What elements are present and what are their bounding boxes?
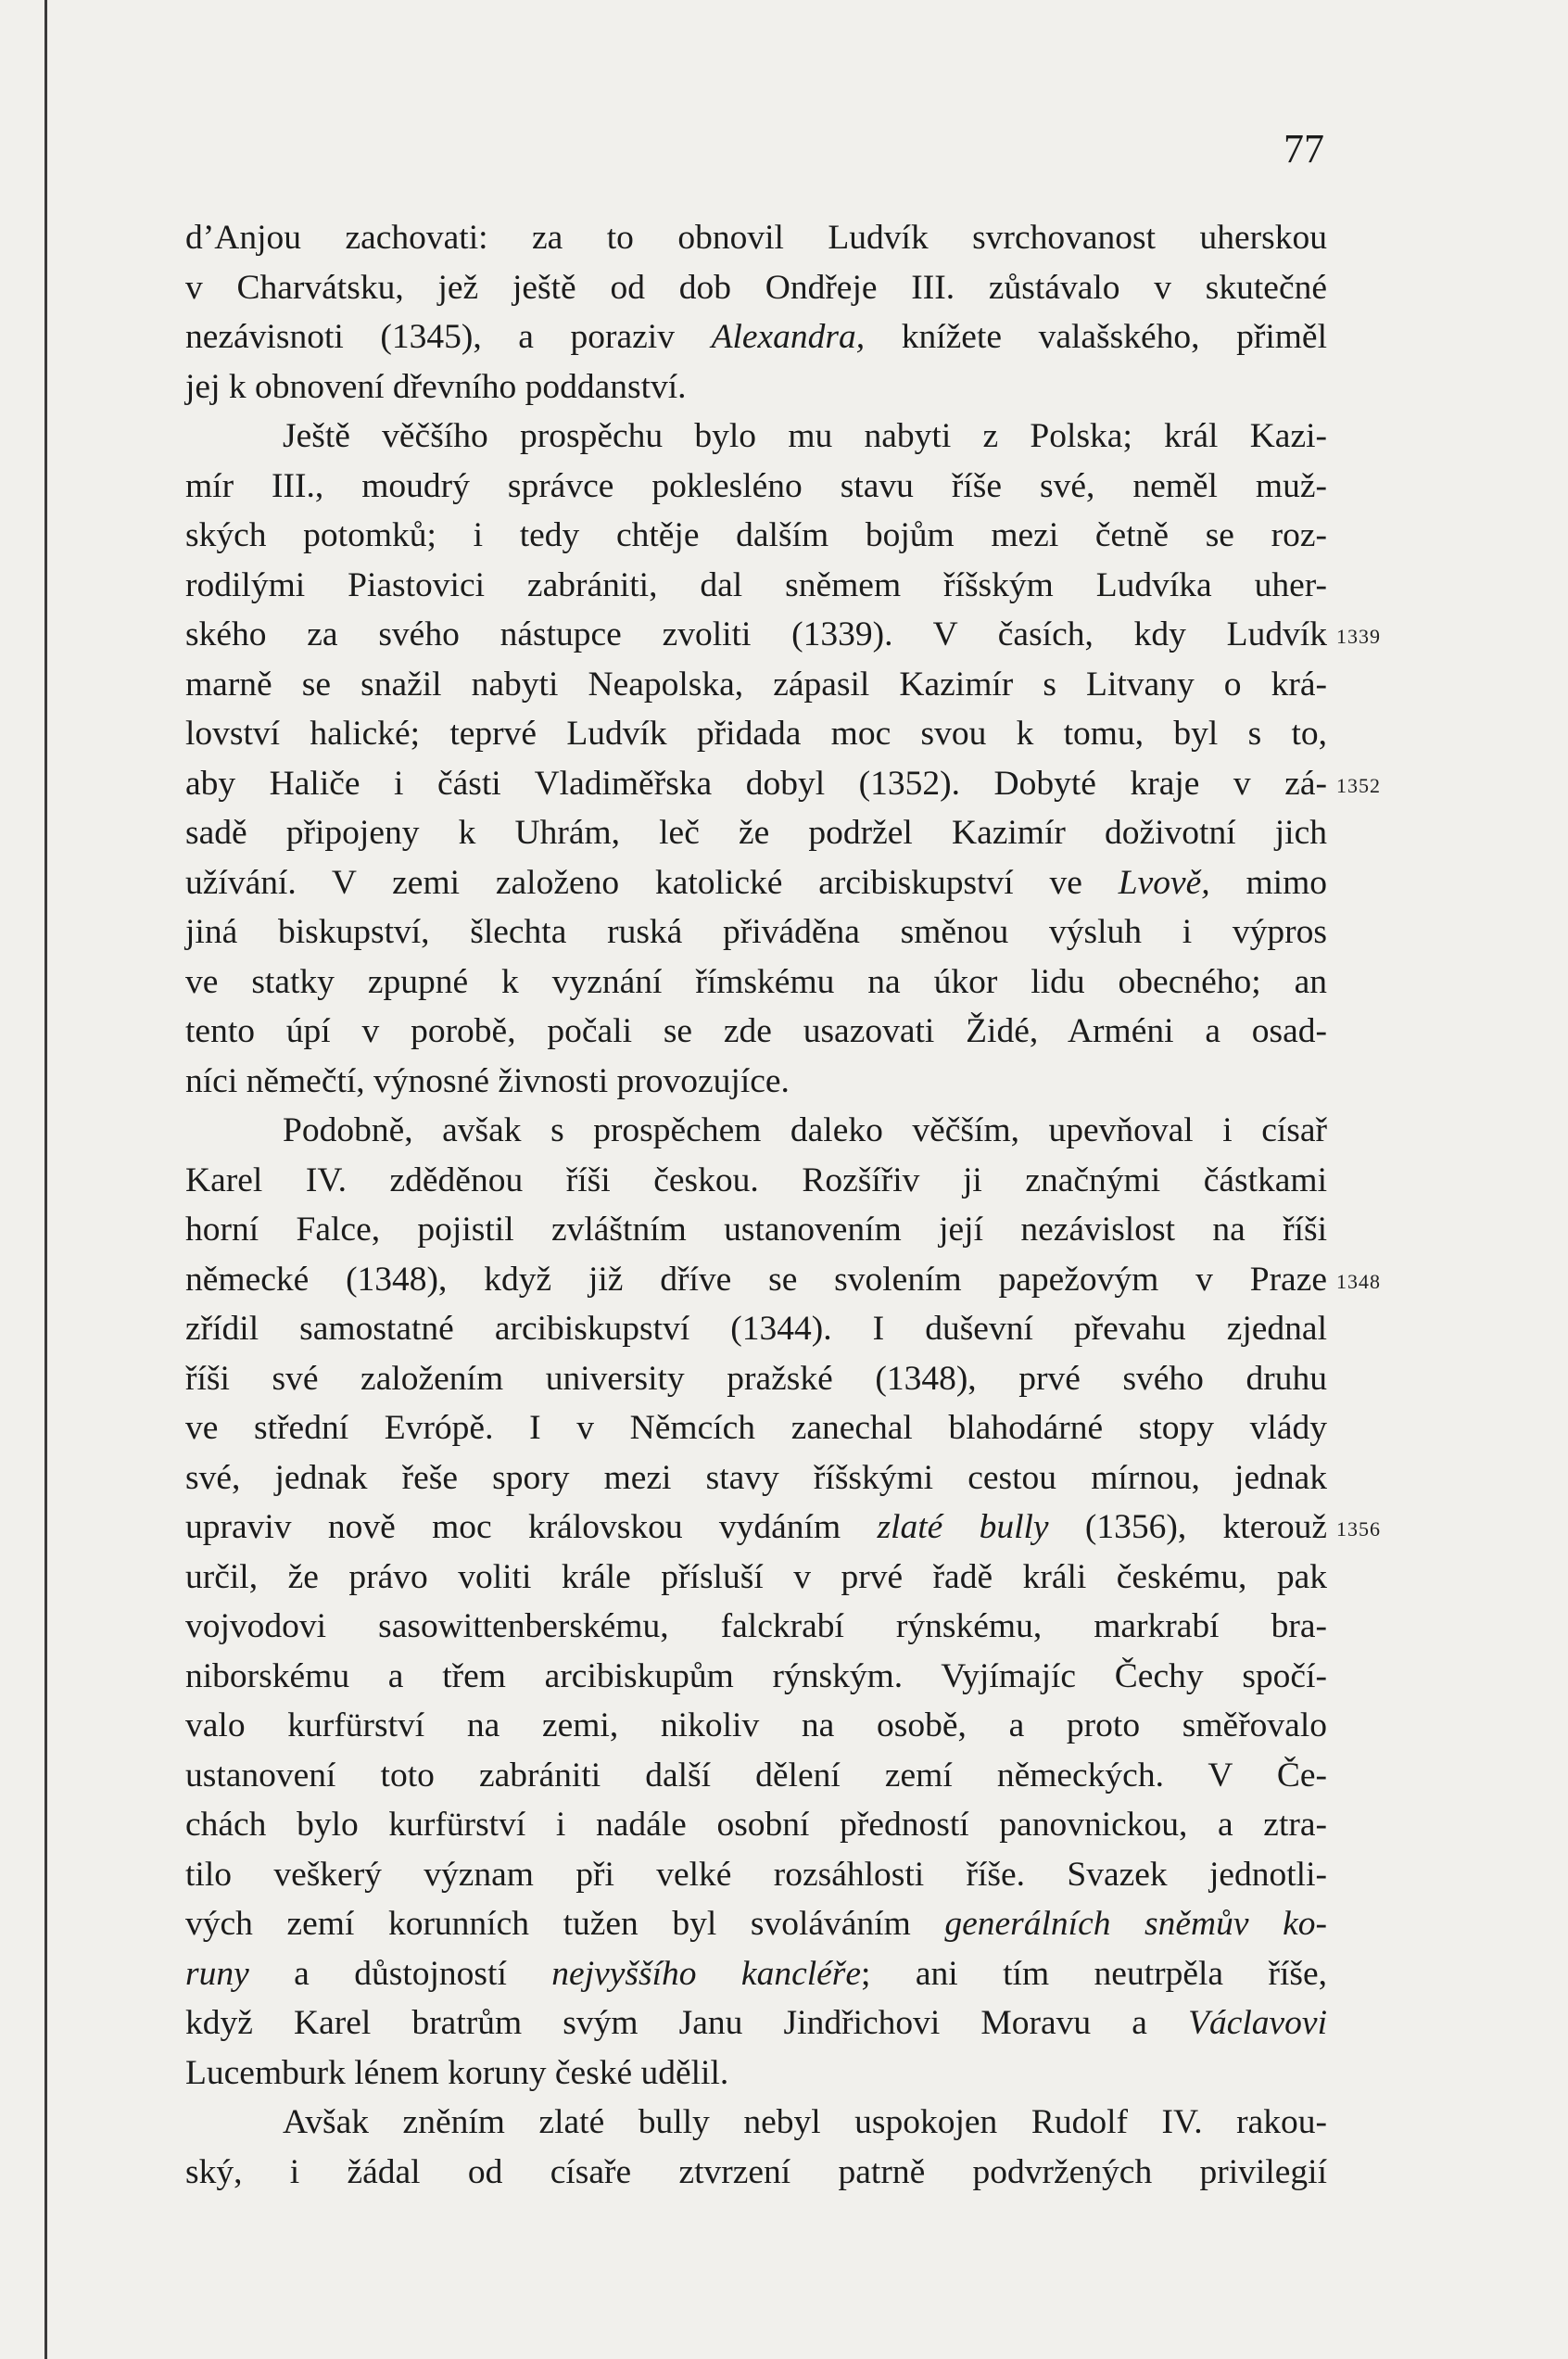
text-line: d’Anjou zachovati: za to obnovil Ludvík svrchovanost uherskou [185, 219, 1327, 257]
italic-text: zlaté bully [877, 1508, 1049, 1546]
text-segment: (1356), kterouž [1048, 1508, 1327, 1546]
text-line: vojvodovi sasowittenberskému, falckrabí rýnskému, markrabí bra- [185, 1607, 1327, 1645]
text-line: zřídil samostatné arcibiskupství (1344). I duševní převahu zjednal [185, 1310, 1327, 1348]
text-line: ského za svého nástupce zvoliti (1339). V časích, kdy Ludvík [185, 615, 1327, 653]
text-line: ve statky zpupné k vyznání římskému na úkor lidu obecného; an [185, 962, 1327, 1001]
margin-year-note: 1339 [1336, 625, 1381, 648]
text-line: německé (1348), když již dříve se svolením papežovým v Praze [185, 1260, 1327, 1299]
text-line: ve střední Evrópě. I v Němcích zanechal blahodárné stopy vlády [185, 1409, 1327, 1447]
text-segment: nezávisnoti (1345), a poraziv [185, 318, 712, 356]
text-line: v Charvátsku, jež ještě od dob Ondřeje III. zůstávalo v skutečné [185, 268, 1327, 307]
text-line: Avšak zněním zlaté bully nebyl uspokojen Rudolf IV. rakou- [283, 2103, 1327, 2141]
text-line: říši své založením university pražské (1348), prvé svého druhu [185, 1359, 1327, 1398]
text-line [185, 1899, 1327, 1949]
italic-text: Lvově, [1118, 863, 1210, 902]
text-line: niborskému a třem arcibiskupům rýnským. Vyjímajíc Čechy spočí- [185, 1656, 1327, 1695]
text-line: jej k obnovení dřevního poddanství. [185, 367, 687, 406]
italic-text: Václavovi [1188, 2004, 1327, 2042]
margin-year-note: 1352 [1336, 773, 1381, 797]
text-line: ských potomků; i tedy chtěje dalším bojům mezi četně se roz- [185, 516, 1327, 554]
text-line [185, 1998, 1327, 2048]
text-line: Ještě věčšího prospěchu bylo mu nabyti z Polska; král Kazi- [283, 417, 1327, 455]
text-line: aby Haliče i části Vladiměřska dobyl (1352). Dobyté kraje v zá- [185, 764, 1327, 803]
italic-text: Alexandra, [711, 318, 866, 356]
text-segment: užívání. V zemi založeno katolické arcibiskupství ve [185, 863, 1119, 902]
text-line: lovství halické; teprvé Ludvík přidada moc svou k tomu, byl s to, [185, 715, 1327, 753]
text-line [185, 1503, 1327, 1553]
text-segment: když Karel bratrům svým Janu Jindřichovi Moravu a [185, 2004, 1189, 2042]
italic-text: generálních sněmův ko- [944, 1905, 1327, 1943]
text-segment: knížete valašského, přiměl [865, 318, 1327, 356]
text-segment: vých zemí korunních tužen byl svoláváním [185, 1905, 945, 1943]
page-number: 77 [1283, 126, 1324, 171]
text-line [185, 312, 1327, 362]
text-line: chách bylo kurfürství i nadále osobní předností panovnickou, a ztra- [185, 1806, 1327, 1844]
text-line: mír III., moudrý správce poklesléno stavu říše své, neměl muž- [185, 466, 1327, 505]
text-line: určil, že právo voliti krále přísluší v prvé řadě králi českému, pak [185, 1557, 1327, 1596]
text-segment: ; ani tím neutrpěla říše, [861, 1954, 1328, 1993]
text-line: ustanovení toto zabrániti další dělení zemí německých. V Če- [185, 1756, 1327, 1795]
margin-year-note: 1348 [1336, 1269, 1381, 1293]
text-line: své, jednak řeše spory mezi stavy říšskými cestou mírnou, jednak [185, 1458, 1327, 1497]
text-line: horní Falce, pojistil zvláštním ustanovením její nezávislost na říši [185, 1211, 1327, 1249]
text-line: valo kurfürství na zemi, nikoliv na osobě, a proto směřovalo [185, 1706, 1327, 1744]
text-line: marně se snažil nabyti Neapolska, zápasil Kazimír s Litvany o krá- [185, 665, 1327, 704]
text-line [185, 1949, 1327, 1999]
text-segment: mimo [1209, 863, 1327, 902]
text-line: níci němečtí, výnosné živnosti provozujíce. [185, 1061, 790, 1100]
text-segment: upraviv nově moc královskou vydáním [185, 1508, 878, 1546]
text-line [185, 858, 1327, 908]
text-line: tilo veškerý význam při velké rozsáhlosti říše. Svazek jednotli- [185, 1855, 1327, 1894]
text-line: sadě připojeny k Uhrám, leč že podržel Kazimír doživotní jich [185, 814, 1327, 852]
text-line: tento úpí v porobě, počali se zde usazovati Židé, Arméni a osad- [185, 1012, 1327, 1050]
text-segment: a důstojností [248, 1954, 552, 1993]
italic-text: runy [185, 1954, 249, 1993]
italic-text: nejvyššího kancléře [551, 1954, 862, 1993]
text-line: rodilými Piastovici zabrániti, dal sněmem říšským Ludvíka uher- [185, 565, 1327, 604]
margin-year-note: 1356 [1336, 1517, 1381, 1541]
text-line: Podobně, avšak s prospěchem daleko věčším, upevňoval i císař [283, 1111, 1327, 1149]
text-line: ský, i žádal od císaře ztvrzení patrně podvržených privilegií [185, 2152, 1327, 2191]
body-text [185, 213, 1327, 2197]
text-line: Lucemburk lénem koruny české udělil. [185, 2053, 729, 2092]
text-line: jiná biskupství, šlechta ruská přiváděna směnou výsluh i výpros [185, 913, 1327, 951]
text-line: Karel IV. zděděnou říši českou. Rozšířiv ji značnými částkami [185, 1160, 1327, 1199]
page-edge [44, 0, 47, 2359]
